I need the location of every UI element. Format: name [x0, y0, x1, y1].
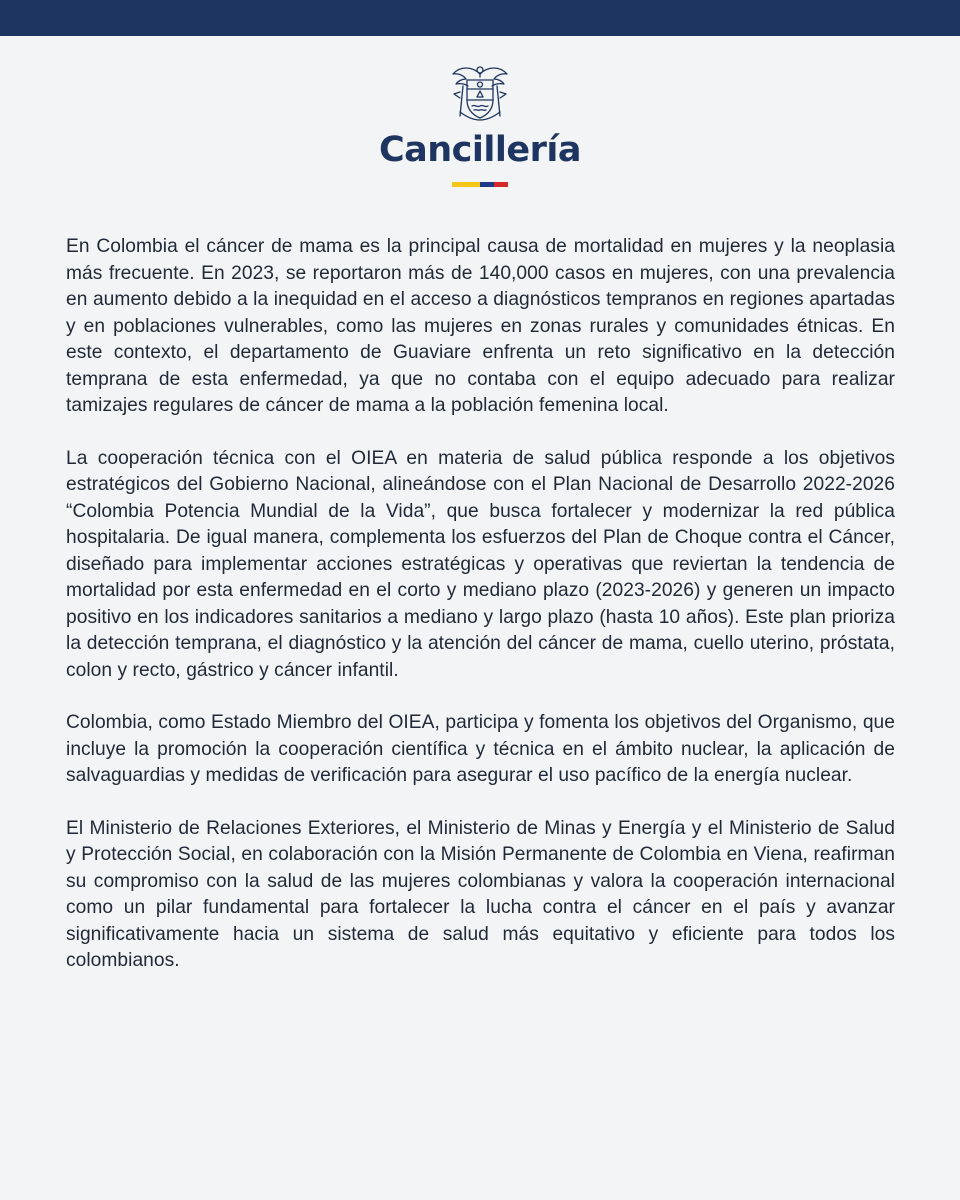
paragraph-4: El Ministerio de Relaciones Exteriores, el Ministerio de Minas y Energía y el Ministerio de Salud y Protección Social, en colaboración con la Misión Permanente de Colombia en Viena, reafirman su compromiso con la salud de las mujeres colombianas y valora la cooperación internacional como un pilar fundamental para fortalecer la lucha contra el cáncer en el país y avanzar significativamente hacia un sistema de salud más equitativo y eficiente para todos los colombianos. [66, 817, 895, 971]
document-body [66, 234, 895, 1001]
paragraph-1: En Colombia el cáncer de mama es la principal causa de mortalidad en mujeres y la neoplasia más frecuente. En 2023, se reportaron más de 140,000 casos en mujeres, con una prevalencia en aumento debido a la inequidad en el acceso a diagnósticos tempranos en regiones apartadas y en poblaciones vulnerables, como las mujeres en zonas rurales y comunidades étnicas. En este contexto, el departamento de Guaviare enfrenta un reto significativo en la detección temprana de esta enfermedad, ya que no contaba con el equipo adecuado para realizar tamizajes regulares de cáncer de mama a la población femenina local. [66, 236, 895, 416]
paragraph-3: Colombia, como Estado Miembro del OIEA, participa y fomenta los objetivos del Organismo, que incluye la promoción la cooperación científica y técnica en el ámbito nuclear, la aplicación de salvaguardias y medidas de verificación para asegurar el uso pacífico de la energía nuclear. [66, 712, 895, 786]
colombia-coat-of-arms-icon [450, 62, 510, 124]
flag-blue [480, 182, 494, 187]
header [0, 62, 960, 187]
paragraph-2: La cooperación técnica con el OIEA en materia de salud pública responde a los objetivos estratégicos del Gobierno Nacional, alineándose con el Plan Nacional de Desarrollo 2022-2026 “Colombia Potencia Mundial de la Vida”, que busca fortalecer y modernizar la red pública hospitalaria. De igual manera, complementa los esfuerzos del Plan de Choque contra el Cáncer, diseñado para implementar acciones estratégicas y operativas que reviertan la tendencia de mortalidad por esta enfermedad en el corto y mediano plazo (2023-2026) y generen un impacto positivo en los indicadores sanitarios a mediano y largo plazo (hasta 10 años). Este plan prioriza la detección temprana, el diagnóstico y la atención del cáncer de mama, cuello uterino, próstata, colon y recto, gástrico y cáncer infantil. [66, 447, 895, 681]
flag-yellow [452, 182, 480, 187]
top-banner-bar [0, 0, 960, 36]
brand-name: Cancillería [378, 130, 582, 170]
flag-red [494, 182, 508, 187]
colombian-flag-stripe [452, 182, 508, 187]
